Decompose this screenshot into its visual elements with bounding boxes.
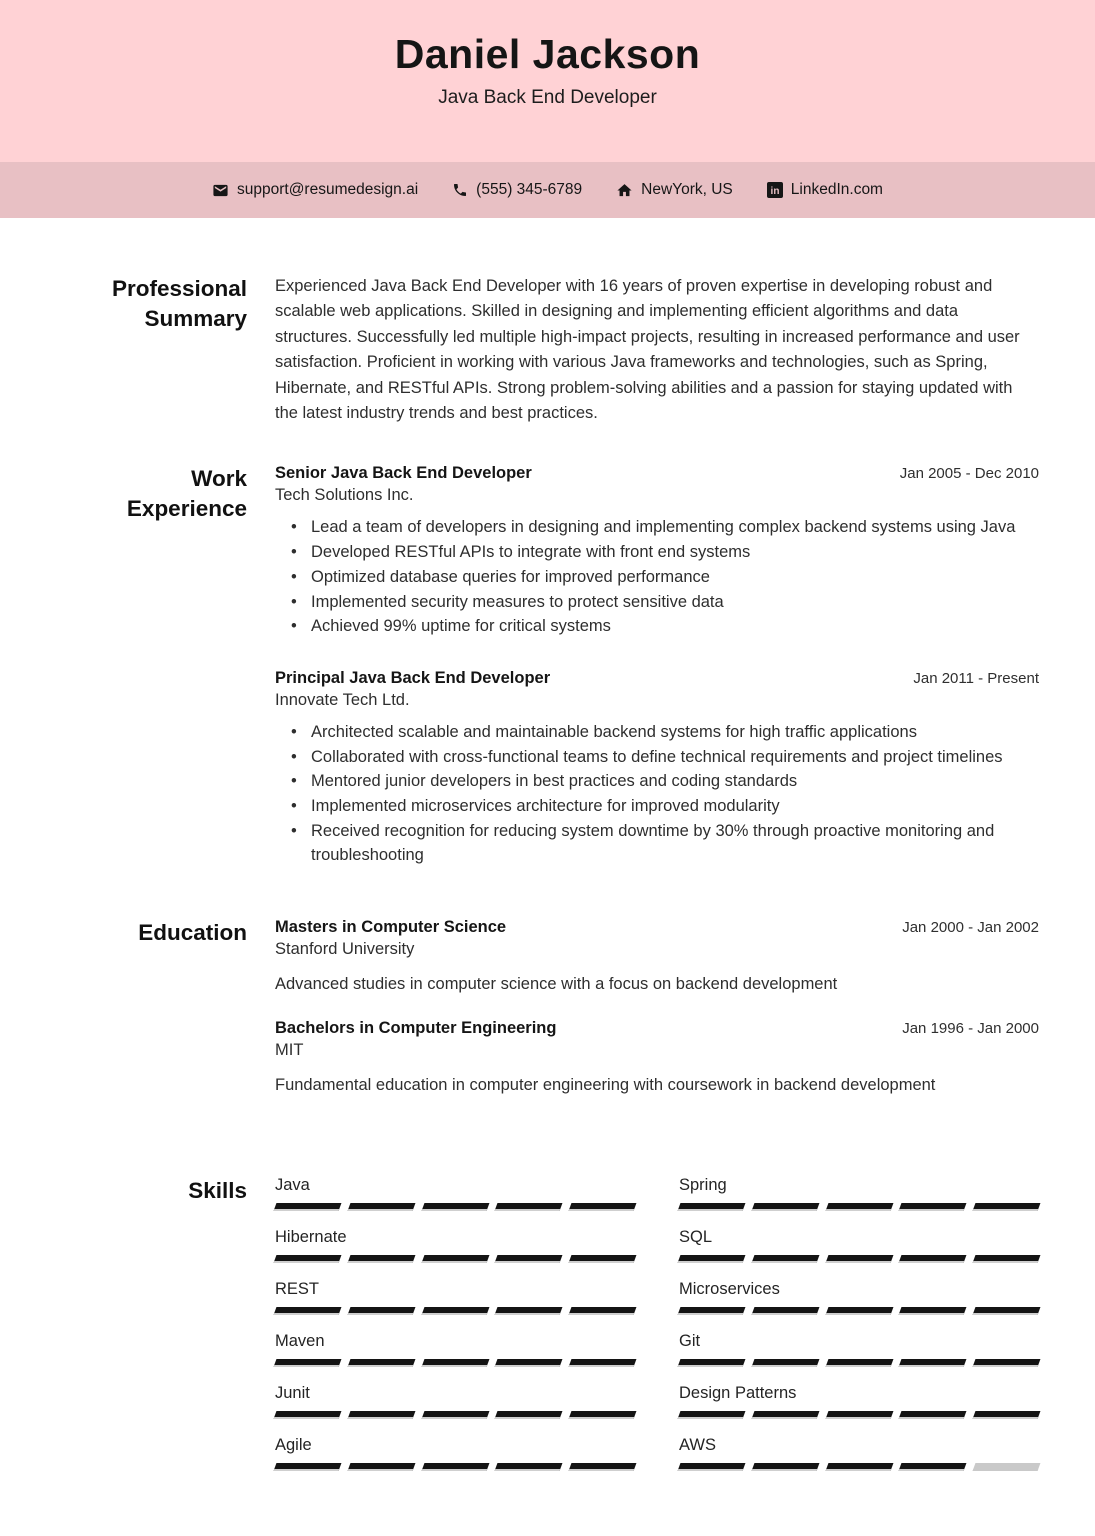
skill-bar-segment xyxy=(569,1307,637,1315)
contact-location-text: NewYork, US xyxy=(641,181,733,198)
skill-bar-segment xyxy=(421,1463,489,1471)
contact-location[interactable] xyxy=(616,181,733,199)
job-title: Principal Java Back End Developer xyxy=(275,668,551,687)
skill-bar-segment xyxy=(751,1203,819,1211)
skill-bar-segment xyxy=(899,1307,967,1315)
skill-bar-segment xyxy=(973,1463,1041,1471)
job-title: Senior Java Back End Developer xyxy=(275,464,532,483)
skill-bar-segment xyxy=(569,1255,637,1263)
skill-bar-segment xyxy=(274,1411,342,1419)
envelope-icon xyxy=(212,182,229,199)
skill-bar-segment xyxy=(569,1411,637,1419)
skill-bar-segment xyxy=(421,1411,489,1419)
skill-bar-segment xyxy=(825,1307,893,1315)
skill-bar-segment xyxy=(678,1359,746,1367)
skill-bar-segment xyxy=(899,1411,967,1419)
section-work-experience xyxy=(85,464,1039,868)
contact-linkedin[interactable] xyxy=(767,181,883,199)
job-bullet: • Implemented microservices architecture for improved modularity xyxy=(275,794,1039,819)
skill-bar-segment xyxy=(751,1463,819,1471)
skill-name: Design Patterns xyxy=(679,1384,797,1403)
skill-item xyxy=(679,1384,1039,1419)
skill-bar-segment xyxy=(899,1359,967,1367)
education-entry xyxy=(275,1019,1039,1098)
skill-bar-segment xyxy=(899,1463,967,1471)
education-dates: Jan 2000 - Jan 2002 xyxy=(902,919,1039,937)
skill-level-bar xyxy=(275,1359,635,1367)
resume-body xyxy=(0,274,1095,1488)
skill-level-bar xyxy=(679,1359,1039,1367)
skill-level-bar xyxy=(679,1203,1039,1211)
skill-bar-segment xyxy=(421,1203,489,1211)
candidate-job-title: Java Back End Developer xyxy=(438,87,657,108)
skill-name: Hibernate xyxy=(275,1228,347,1247)
job-bullet: • Achieved 99% uptime for critical systems xyxy=(275,614,1039,639)
skill-bar-segment xyxy=(678,1203,746,1211)
school-name: MIT xyxy=(275,1041,304,1060)
job-bullet: • Optimized database queries for improved performance xyxy=(275,565,1039,590)
skill-bar-segment xyxy=(347,1463,415,1471)
skill-name: Microservices xyxy=(679,1280,780,1299)
skills-grid xyxy=(275,1176,1039,1488)
degree-title: Masters in Computer Science xyxy=(275,918,507,937)
skill-bar-segment xyxy=(825,1203,893,1211)
skills-right-column xyxy=(679,1176,1039,1488)
skill-level-bar xyxy=(275,1463,635,1471)
job-bullet: • Lead a team of developers in designing and implementing complex backend systems using Java xyxy=(275,515,1039,540)
svg-text:in: in xyxy=(770,186,780,197)
skill-item xyxy=(275,1332,635,1367)
skill-bar-segment xyxy=(973,1359,1041,1367)
skill-bar-segment xyxy=(274,1359,342,1367)
job-company: Innovate Tech Ltd. xyxy=(275,690,410,709)
skill-bar-segment xyxy=(825,1411,893,1419)
skill-bar-segment xyxy=(347,1359,415,1367)
skill-bar-segment xyxy=(678,1463,746,1471)
education-description: Advanced studies in computer science with a focus on backend development xyxy=(275,975,838,994)
skill-bar-segment xyxy=(274,1255,342,1263)
skill-bar-segment xyxy=(274,1307,342,1315)
summary-text: Experienced Java Back End Developer with 16 years of proven expertise in developing robust and scalable web applications. Skilled in designing and implementing efficient algorithms and data structures. Successfully led multiple high-impact projects, resulting in increased performance and user satisfaction. Proficient in working with various Java frameworks and technologies, such as Spring, Hibernate, and RESTful APIs. Strong problem-solving abilities and a passion for staying updated with the latest industry trends and best practices. xyxy=(275,277,1020,423)
skill-bar-segment xyxy=(569,1463,637,1471)
education-dates: Jan 1996 - Jan 2000 xyxy=(902,1020,1039,1038)
resume-header xyxy=(0,0,1095,162)
contact-phone-text: (555) 345-6789 xyxy=(476,181,583,198)
skill-bar-segment xyxy=(751,1359,819,1367)
job-dates: Jan 2005 - Dec 2010 xyxy=(899,465,1039,483)
skill-item xyxy=(275,1280,635,1315)
skill-bar-segment xyxy=(973,1411,1041,1419)
skill-name: Spring xyxy=(679,1176,727,1195)
skill-bar-segment xyxy=(347,1411,415,1419)
section-professional-summary xyxy=(85,274,1039,426)
skill-item xyxy=(679,1280,1039,1315)
skill-name: AWS xyxy=(679,1436,716,1455)
skill-item xyxy=(679,1228,1039,1263)
education-entry xyxy=(275,918,1039,997)
degree-title: Bachelors in Computer Engineering xyxy=(275,1019,557,1038)
skill-bar-segment xyxy=(421,1255,489,1263)
skills-left-column xyxy=(275,1176,635,1488)
job-bullet: • Developed RESTful APIs to integrate with front end systems xyxy=(275,540,1039,565)
job-entry xyxy=(275,464,1039,639)
skill-name: Junit xyxy=(275,1384,310,1403)
skill-bar-segment xyxy=(495,1255,563,1263)
skills-heading: Skills xyxy=(188,1178,247,1204)
skill-name: Maven xyxy=(275,1332,325,1351)
skill-level-bar xyxy=(275,1307,635,1315)
candidate-name: Daniel Jackson xyxy=(394,31,701,77)
skill-name: Agile xyxy=(275,1436,312,1455)
contact-email[interactable] xyxy=(212,181,418,199)
skill-bar-segment xyxy=(825,1359,893,1367)
skill-bar-segment xyxy=(825,1255,893,1263)
skill-level-bar xyxy=(275,1411,635,1419)
skill-item xyxy=(275,1228,635,1263)
linkedin-icon xyxy=(767,182,783,198)
skill-bar-segment xyxy=(495,1463,563,1471)
home-icon xyxy=(616,182,633,199)
skill-item xyxy=(275,1176,635,1211)
skill-item xyxy=(275,1436,635,1471)
skill-bar-segment xyxy=(421,1307,489,1315)
contact-email-text: support@resumedesign.ai xyxy=(237,181,419,198)
skill-bar-segment xyxy=(569,1203,637,1211)
skill-bar-segment xyxy=(274,1463,342,1471)
education-description: Fundamental education in computer engineering with coursework in backend development xyxy=(275,1076,936,1095)
skill-bar-segment xyxy=(678,1307,746,1315)
skill-level-bar xyxy=(275,1255,635,1263)
skill-bar-segment xyxy=(751,1411,819,1419)
skill-name: SQL xyxy=(679,1228,713,1247)
skill-bar-segment xyxy=(421,1359,489,1367)
skill-bar-segment xyxy=(751,1255,819,1263)
skill-bar-segment xyxy=(973,1307,1041,1315)
skill-level-bar xyxy=(679,1307,1039,1315)
skill-level-bar xyxy=(275,1203,635,1211)
skill-bar-segment xyxy=(347,1307,415,1315)
skill-bar-segment xyxy=(274,1203,342,1211)
skill-bar-segment xyxy=(899,1255,967,1263)
job-dates: Jan 2011 - Present xyxy=(913,669,1039,687)
skill-bar-segment xyxy=(495,1307,563,1315)
skill-bar-segment xyxy=(973,1203,1041,1211)
education-heading: Education xyxy=(138,920,247,946)
job-bullet: • Mentored junior developers in best practices and coding standards xyxy=(275,769,1039,794)
job-company: Tech Solutions Inc. xyxy=(275,486,414,505)
contact-bar xyxy=(0,162,1095,218)
job-bullet-list xyxy=(275,720,1039,868)
skill-item xyxy=(679,1176,1039,1211)
skill-bar-segment xyxy=(495,1203,563,1211)
skill-item xyxy=(679,1436,1039,1471)
skill-bar-segment xyxy=(495,1359,563,1367)
skill-level-bar xyxy=(679,1255,1039,1263)
skill-bar-segment xyxy=(678,1255,746,1263)
section-skills xyxy=(85,1176,1039,1488)
skill-bar-segment xyxy=(825,1463,893,1471)
skill-bar-segment xyxy=(347,1203,415,1211)
skill-name: Git xyxy=(679,1332,701,1351)
job-bullet: • Architected scalable and maintainable backend systems for high traffic applications xyxy=(275,720,1039,745)
skill-bar-segment xyxy=(899,1203,967,1211)
job-bullet: • Received recognition for reducing system downtime by 30% through proactive monitoring and troubleshooting xyxy=(275,819,1039,868)
job-entry xyxy=(275,669,1039,868)
job-bullet: • Implemented security measures to protect sensitive data xyxy=(275,590,1039,615)
experience-heading: Work Experience xyxy=(126,466,247,522)
summary-heading: Professional Summary xyxy=(111,276,247,331)
skill-item xyxy=(679,1332,1039,1367)
section-education xyxy=(85,918,1039,1098)
contact-phone[interactable] xyxy=(452,181,582,199)
skill-bar-segment xyxy=(569,1359,637,1367)
job-bullet: • Collaborated with cross-functional teams to define technical requirements and project timelines xyxy=(275,745,1039,770)
school-name: Stanford University xyxy=(275,940,415,959)
skill-level-bar xyxy=(679,1463,1039,1471)
skill-name: REST xyxy=(275,1280,320,1299)
skill-bar-segment xyxy=(751,1307,819,1315)
phone-icon xyxy=(452,182,468,198)
contact-linkedin-text: LinkedIn.com xyxy=(790,181,883,198)
skill-bar-segment xyxy=(973,1255,1041,1263)
skill-bar-segment xyxy=(678,1411,746,1419)
skill-bar-segment xyxy=(347,1255,415,1263)
job-bullet-list xyxy=(275,515,1039,639)
skill-name: Java xyxy=(275,1176,310,1195)
skill-level-bar xyxy=(679,1411,1039,1419)
skill-bar-segment xyxy=(495,1411,563,1419)
skill-item xyxy=(275,1384,635,1419)
